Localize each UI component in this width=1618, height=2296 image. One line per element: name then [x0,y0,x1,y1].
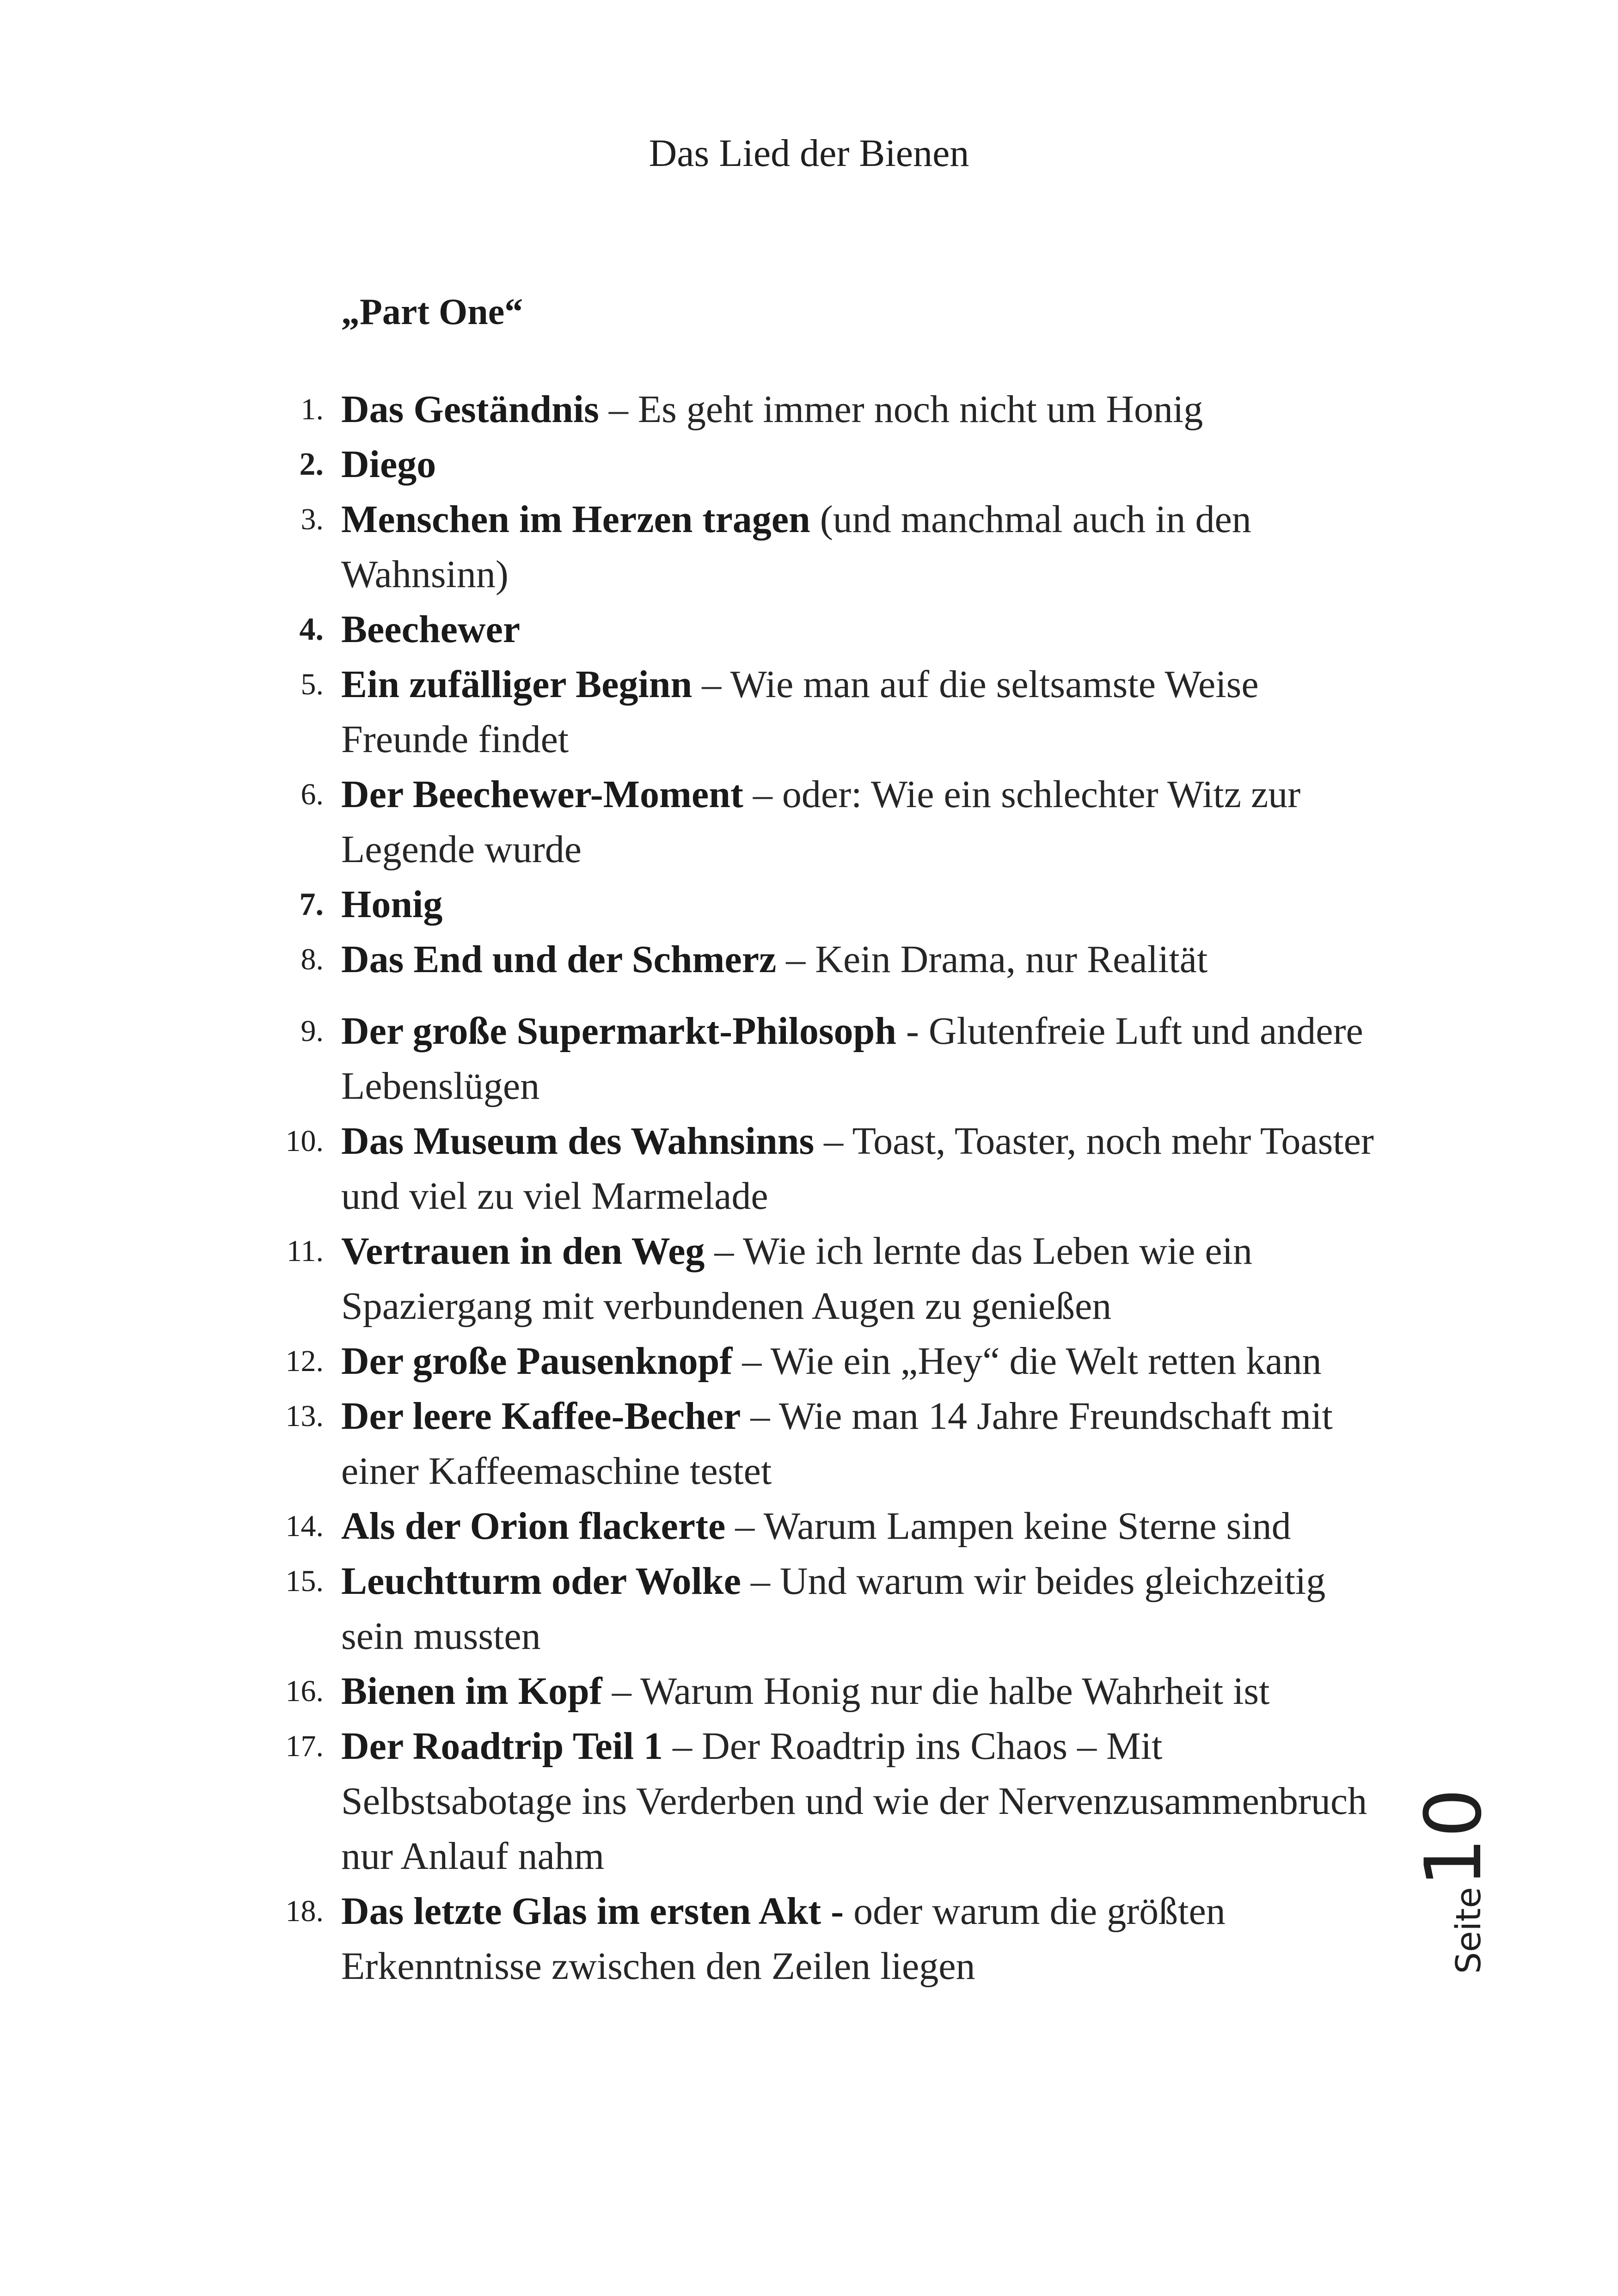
toc-entry-number: 15. [285,1564,324,1598]
toc-entry-description: oder warum die größten Erkenntnisse zwischen den Zeilen liegen [341,1890,1226,1988]
page-number-value: 10 [1408,1788,1499,1887]
toc-entry-number: 18. [285,1894,324,1928]
toc-entry-title: Das Geständnis [341,388,599,431]
toc-entry-number: 6. [300,778,324,811]
toc-entry [259,767,1378,877]
toc-entry [259,437,1378,492]
toc-entry-number: 4. [299,612,324,647]
toc-entry [259,1554,1378,1664]
toc-entry [259,602,1378,657]
toc-entry-description: – Wie man auf die seltsamste Weise Freunde findet [341,663,1259,761]
page-number-label: Seite [1449,1887,1489,1974]
toc-entry-description: – Wie ich lernte das Leben wie ein Spaziergang mit verbundenen Augen zu genießen [341,1230,1253,1328]
part-heading: „Part One“ [341,292,523,332]
toc-entry-number: 12. [285,1344,324,1378]
toc-entry-number: 1. [300,392,324,426]
toc-entry-description: – Wie ein „Hey“ die Welt retten kann [732,1340,1322,1383]
toc-entry [259,1664,1378,1719]
toc-entry-description: – Kein Drama, nur Realität [776,938,1208,981]
toc-entry [259,1884,1378,1994]
toc-entry-title: Als der Orion flackerte [341,1505,726,1548]
table-of-contents [259,382,1378,1994]
toc-entry-title: Der leere Kaffee-Becher [341,1395,741,1438]
toc-entry-title: Bienen im Kopf [341,1670,602,1713]
running-header: Das Lied der Bienen [649,132,969,175]
toc-entry-description: – Der Roadtrip ins Chaos – Mit Selbstsabotage ins Verderben und wie der Nervenzusammenbruch nur Anlauf nahm [341,1725,1367,1878]
toc-entry [259,1224,1378,1334]
toc-entry-title: Das Museum des Wahnsinns [341,1120,815,1163]
toc-entry-number: 10. [285,1124,324,1158]
toc-entry-description: – Und warum wir beides gleichzeitig sein mussten [341,1560,1326,1658]
toc-entry-title: Der Roadtrip Teil 1 [341,1725,663,1768]
toc-entry-number: 14. [285,1509,324,1543]
toc-entry-title: Das End und der Schmerz [341,938,777,981]
toc-entry-title: Das letzte Glas im ersten Akt - [341,1890,844,1933]
toc-entry [259,1334,1378,1389]
toc-entry-number: 17. [285,1729,324,1763]
toc-entry [259,1389,1378,1499]
toc-entry-description: – Toast, Toaster, noch mehr Toaster und viel zu viel Marmelade [341,1120,1374,1218]
toc-entry [259,1114,1378,1224]
toc-entry-description: (und manchmal auch in den Wahnsinn) [341,498,1251,596]
toc-entry-title: Ein zufälliger Beginn [341,663,693,706]
toc-entry [259,382,1378,437]
page-number [1408,1780,1499,1974]
toc-entry-number: 5. [300,667,324,701]
toc-entry-number: 9. [300,1014,324,1048]
toc-entry-title: Vertrauen in den Weg [341,1230,705,1273]
toc-entry [259,1004,1378,1114]
toc-entry [259,877,1378,932]
toc-entry-number: 7. [299,887,324,922]
toc-entry-title: Der Beechewer-Moment [341,773,743,816]
toc-entry-number: 3. [300,502,324,536]
toc-entry [259,492,1378,602]
toc-entry [259,657,1378,767]
toc-entry-title: Menschen im Herzen tragen [341,498,810,541]
toc-entry-number: 13. [285,1399,324,1433]
toc-entry-title: Diego [341,443,436,486]
toc-entry-number: 2. [299,447,324,482]
toc-entry-number: 8. [300,943,324,976]
toc-entry-description: – oder: Wie ein schlechter Witz zur Legende wurde [341,773,1301,871]
toc-entry-title: Beechewer [341,608,521,651]
toc-entry-description: – Es geht immer noch nicht um Honig [599,388,1203,431]
toc-entry-title: Der große Pausenknopf [341,1340,733,1383]
toc-entry-description: – Wie man 14 Jahre Freundschaft mit einer Kaffeemaschine testet [341,1395,1333,1493]
toc-entry-title: Honig [341,883,443,926]
toc-entry [259,932,1378,987]
toc-entry-title: Leuchtturm oder Wolke [341,1560,741,1603]
toc-entry-description: - Glutenfreie Luft und andere Lebenslügen [341,1010,1363,1108]
toc-entry-number: 16. [285,1674,324,1708]
toc-entry-title: Der große Supermarkt-Philosoph [341,1010,896,1053]
toc-entry-description: – Warum Honig nur die halbe Wahrheit ist [602,1670,1270,1713]
toc-entry [259,1719,1378,1884]
toc-entry-description: – Warum Lampen keine Sterne sind [725,1505,1291,1548]
toc-entry-number: 11. [286,1234,324,1268]
toc-entry [259,1499,1378,1554]
